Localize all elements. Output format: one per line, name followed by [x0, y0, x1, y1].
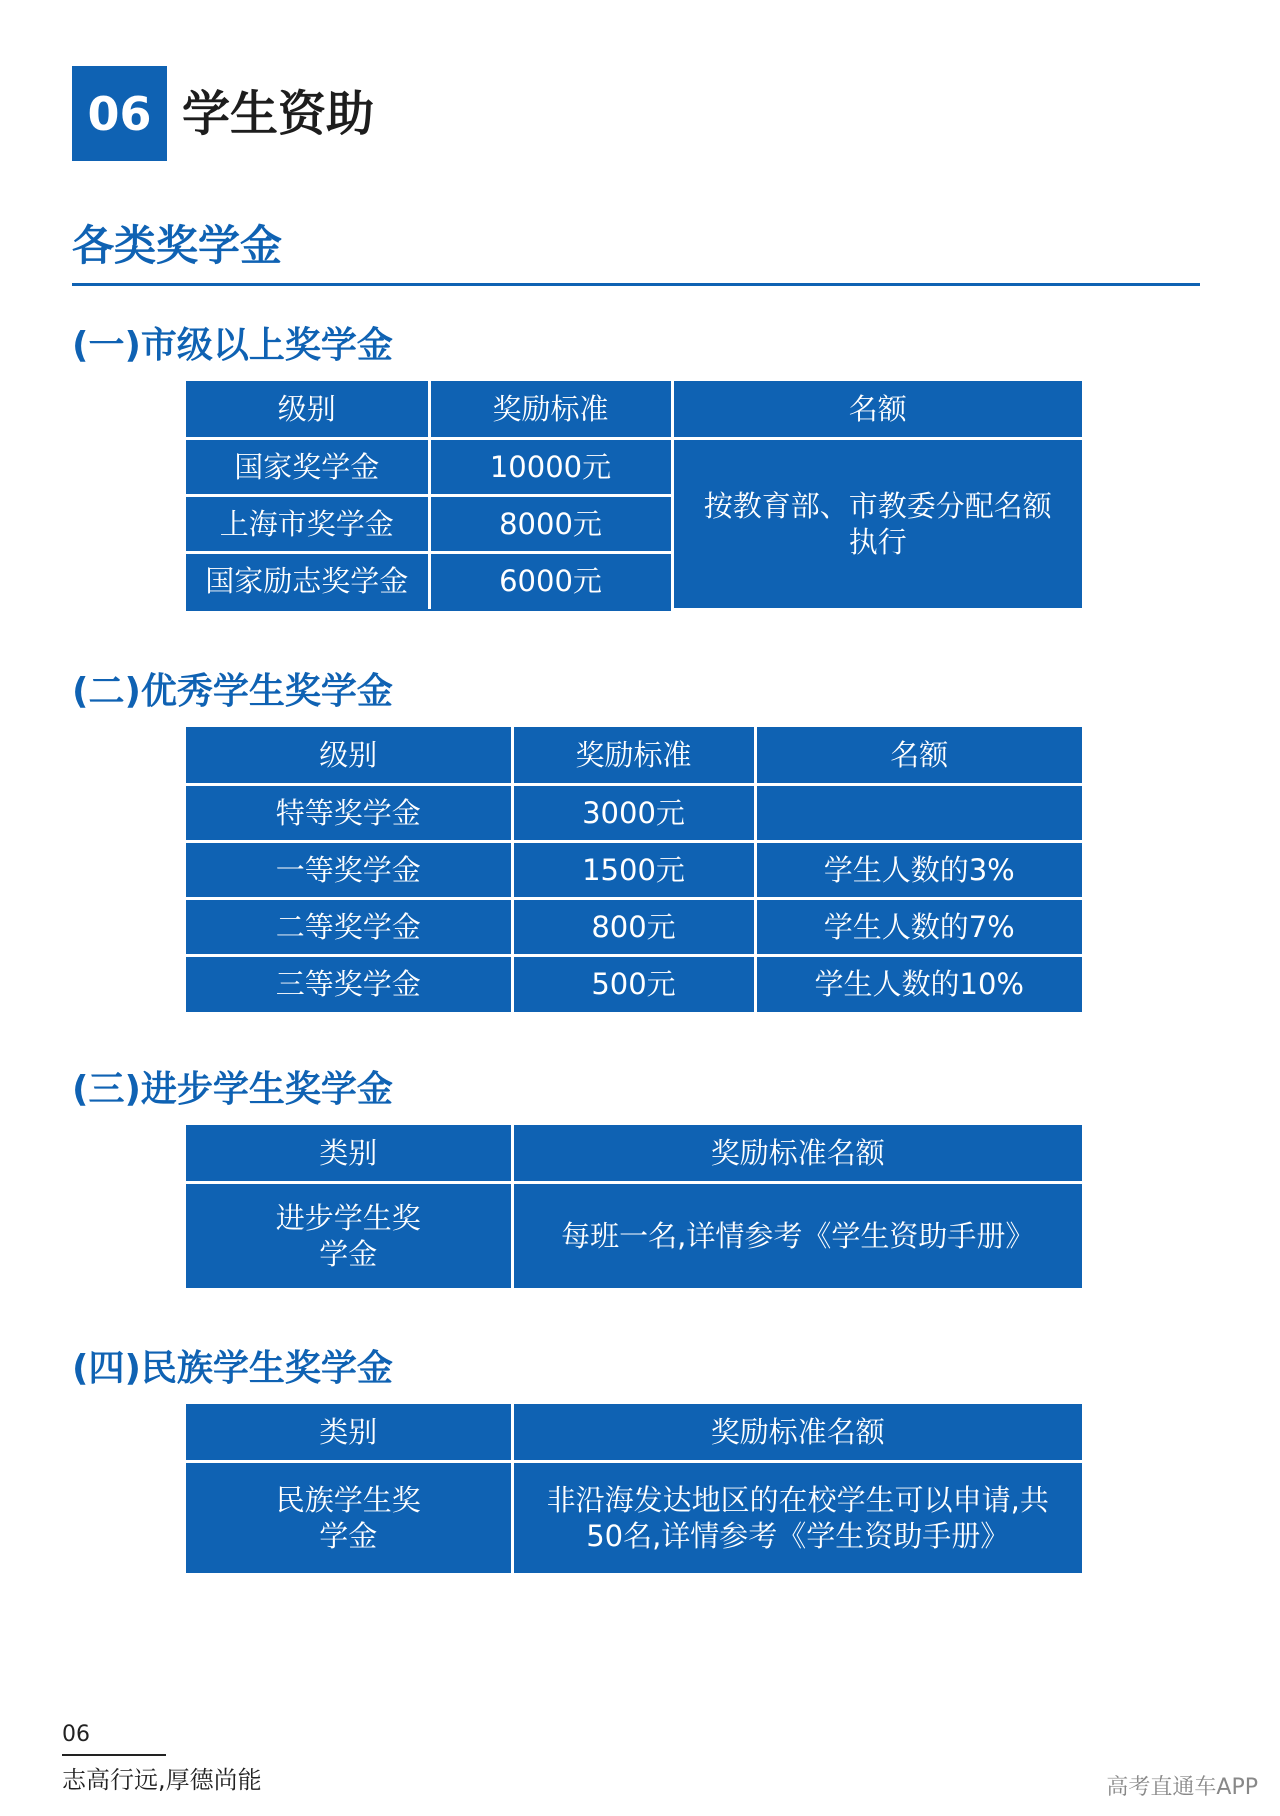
table-row: [186, 841, 1082, 898]
header-cell: 奖励标准名额: [512, 1125, 1082, 1182]
heading-divider: [72, 283, 1200, 286]
level-cell: 国家励志奖学金: [186, 552, 429, 609]
quota-cell: 学生人数的7%: [755, 898, 1082, 955]
page-number: 06: [62, 1722, 90, 1747]
table-progress-student-scholarship: [186, 1125, 1082, 1288]
section-title: 学生资助: [182, 86, 375, 142]
table-ethnic-student-scholarship: [186, 1404, 1082, 1573]
amount-cell: 10000元: [429, 438, 672, 495]
amount-cell: 800元: [512, 898, 755, 955]
level-cell: 特等奖学金: [186, 784, 512, 841]
table-row: [186, 438, 1082, 495]
table2-heading: (二)优秀学生奖学金: [72, 671, 393, 712]
footer-divider: [62, 1754, 166, 1756]
header-cell: 奖励标准名额: [512, 1404, 1082, 1461]
quota-merged-cell: 按教育部、市教委分配名额执行: [672, 438, 1082, 609]
quota-cell: [755, 784, 1082, 841]
amount-cell: 6000元: [429, 552, 672, 609]
table-row: [186, 898, 1082, 955]
header-cell: 级别: [186, 727, 512, 784]
level-cell: 一等奖学金: [186, 841, 512, 898]
category-cell: 进步学生奖学金: [186, 1182, 512, 1288]
amount-cell: 500元: [512, 955, 755, 1012]
level-cell: 三等奖学金: [186, 955, 512, 1012]
header-cell: 名额: [755, 727, 1082, 784]
level-cell: 国家奖学金: [186, 438, 429, 495]
section-number-badge: 06: [72, 66, 167, 161]
header-cell: 类别: [186, 1125, 512, 1182]
quota-cell: 学生人数的3%: [755, 841, 1082, 898]
main-heading: 各类奖学金: [72, 221, 283, 270]
amount-cell: 1500元: [512, 841, 755, 898]
standard-quota-cell: 每班一名,详情参考《学生资助手册》: [512, 1182, 1082, 1288]
category-cell: 民族学生奖学金: [186, 1461, 512, 1573]
header-cell: 类别: [186, 1404, 512, 1461]
header-cell: 奖励标准: [429, 381, 672, 438]
table-row: [186, 955, 1082, 1012]
footer-motto: 志高行远,厚德尚能: [62, 1766, 262, 1794]
table-excellent-student-scholarship: [186, 727, 1082, 1012]
amount-cell: 8000元: [429, 495, 672, 552]
table-header-row: [186, 1125, 1082, 1182]
amount-cell: 3000元: [512, 784, 755, 841]
table-header-row: [186, 727, 1082, 784]
table-header-row: [186, 1404, 1082, 1461]
level-cell: 二等奖学金: [186, 898, 512, 955]
standard-quota-cell: 非沿海发达地区的在校学生可以申请,共50名,详情参考《学生资助手册》: [512, 1461, 1082, 1573]
quota-cell: 学生人数的10%: [755, 955, 1082, 1012]
table-row: [186, 1182, 1082, 1288]
table3-heading: (三)进步学生奖学金: [72, 1069, 393, 1110]
table1-heading: (一)市级以上奖学金: [72, 325, 393, 366]
table-row: [186, 784, 1082, 841]
table-city-level-scholarship: [186, 381, 1082, 611]
header-cell: 名额: [672, 381, 1082, 438]
header-cell: 级别: [186, 381, 429, 438]
header-cell: 奖励标准: [512, 727, 755, 784]
table4-heading: (四)民族学生奖学金: [72, 1348, 393, 1389]
table-header-row: [186, 381, 1082, 438]
watermark: 高考直通车APP: [1106, 1775, 1258, 1800]
table-row: [186, 1461, 1082, 1573]
level-cell: 上海市奖学金: [186, 495, 429, 552]
